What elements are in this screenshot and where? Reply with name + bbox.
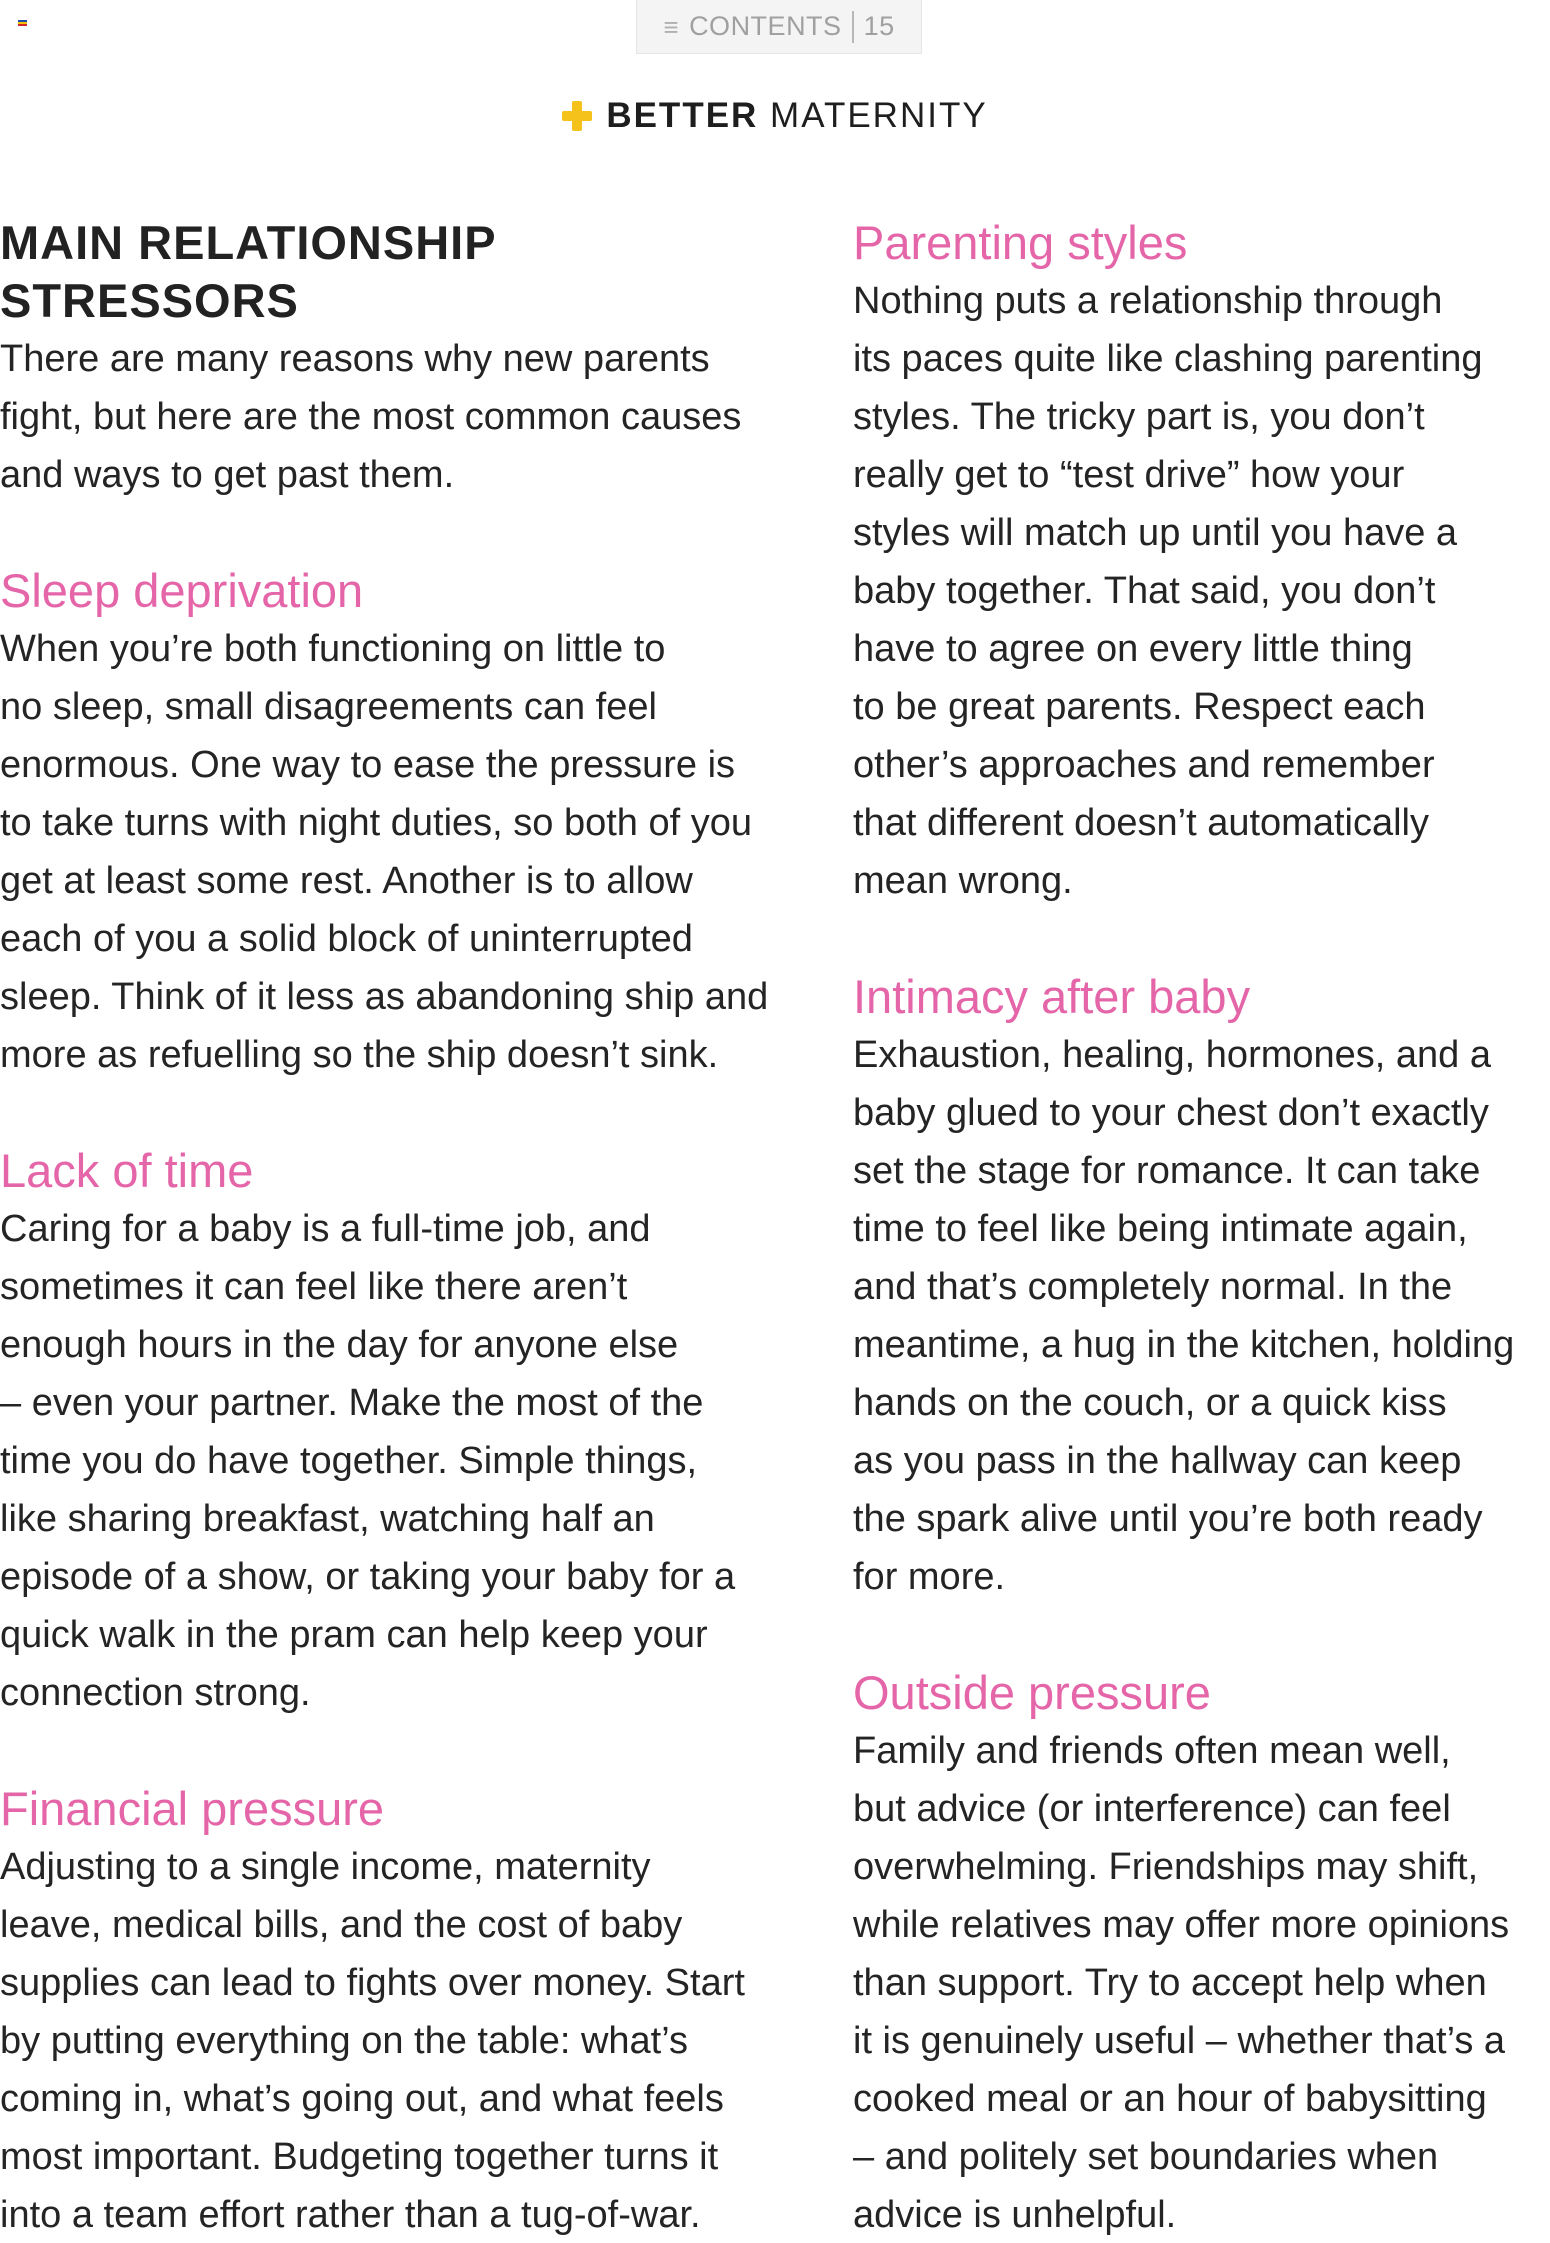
section-heading: Parenting styles xyxy=(853,216,1188,269)
brand-name-regular: MATERNITY xyxy=(770,96,988,135)
left-column xyxy=(0,214,830,2243)
section-paragraph: Caring for a baby is a full-time job, and sometimes it can feel like there aren’t enough hours in the day for anyone else – even your partner. Make the most of the time you do have together. Simple things, like sharing breakfast, watching half an episode of a show, or taking your baby for a quick walk in the pram can help keep your connection strong. xyxy=(0,1208,736,1714)
section-heading: Outside pressure xyxy=(853,1666,1211,1719)
intro-section xyxy=(0,214,830,504)
section-lack-of-time xyxy=(0,1142,830,1722)
brand-logo xyxy=(0,96,1550,136)
section-heading: Sleep deprivation xyxy=(0,564,364,617)
contents-button[interactable] xyxy=(636,0,922,54)
section-heading: Financial pressure xyxy=(0,1782,385,1835)
page-number: 15 xyxy=(863,11,895,41)
corner-flag-icon xyxy=(18,20,27,26)
section-intimacy-after-baby xyxy=(853,968,1550,1606)
article-title: MAIN RELATIONSHIP STRESSORS xyxy=(0,216,497,327)
menu-lines-icon: ≡ xyxy=(663,11,680,42)
section-heading: Lack of time xyxy=(0,1144,254,1197)
section-financial-pressure xyxy=(0,1780,830,2243)
brand-name-bold: BETTER xyxy=(606,96,759,135)
section-paragraph: When you’re both functioning on little to no sleep, small disagreements can feel enormous. One way to ease the pressure is to take turns with night duties, so both of you get at least some rest. Another is to allow each of you a solid block of uninterrupted sleep. Think of it less as abandoning ship and more as refuelling so the ship doesn’t sink. xyxy=(0,628,769,1076)
section-paragraph: Nothing puts a relationship through its paces quite like clashing parenting styles. The tricky part is, you don’t really get to “test drive” how your styles will match up until you have a baby together. That said, you don’t have to agree on every little thing to be great parents. Respect each other’s approaches and remember that different doesn’t automatically mean wrong. xyxy=(853,280,1483,902)
contents-divider xyxy=(852,11,854,43)
right-column xyxy=(853,214,1550,2243)
section-outside-pressure xyxy=(853,1664,1550,2243)
intro-paragraph: There are many reasons why new parents fight, but here are the most common causes and ways to get past them. xyxy=(0,338,742,496)
section-paragraph: Adjusting to a single income, maternity leave, medical bills, and the cost of baby supplies can lead to fights over money. Start by putting everything on the table: what’s coming in, what’s going out, and what feels most important. Budgeting together turns it into a team effort rather than a tug-of-war. xyxy=(0,1846,745,2236)
contents-label: CONTENTS xyxy=(689,11,842,41)
section-sleep-deprivation xyxy=(0,562,830,1084)
section-parenting-styles xyxy=(853,214,1550,910)
yellow-cross-icon xyxy=(562,101,592,131)
section-heading: Intimacy after baby xyxy=(853,970,1251,1023)
section-paragraph: Exhaustion, healing, hormones, and a baby glued to your chest don’t exactly set the stage for romance. It can take time to feel like being intimate again, and that’s completely normal. In the meantime, a hug in the kitchen, holding hands on the couch, or a quick kiss as you pass in the hallway can keep the spark alive until you’re both ready for more. xyxy=(853,1034,1515,1598)
section-paragraph: Family and friends often mean well, but advice (or interference) can feel overwhelming. Friendships may shift, while relatives may offer more opinions than support. Try to accept help when it is genuinely useful – whether that’s a cooked meal or an hour of babysitting – and politely set boundaries when advice is unhelpful. xyxy=(853,1730,1510,2236)
